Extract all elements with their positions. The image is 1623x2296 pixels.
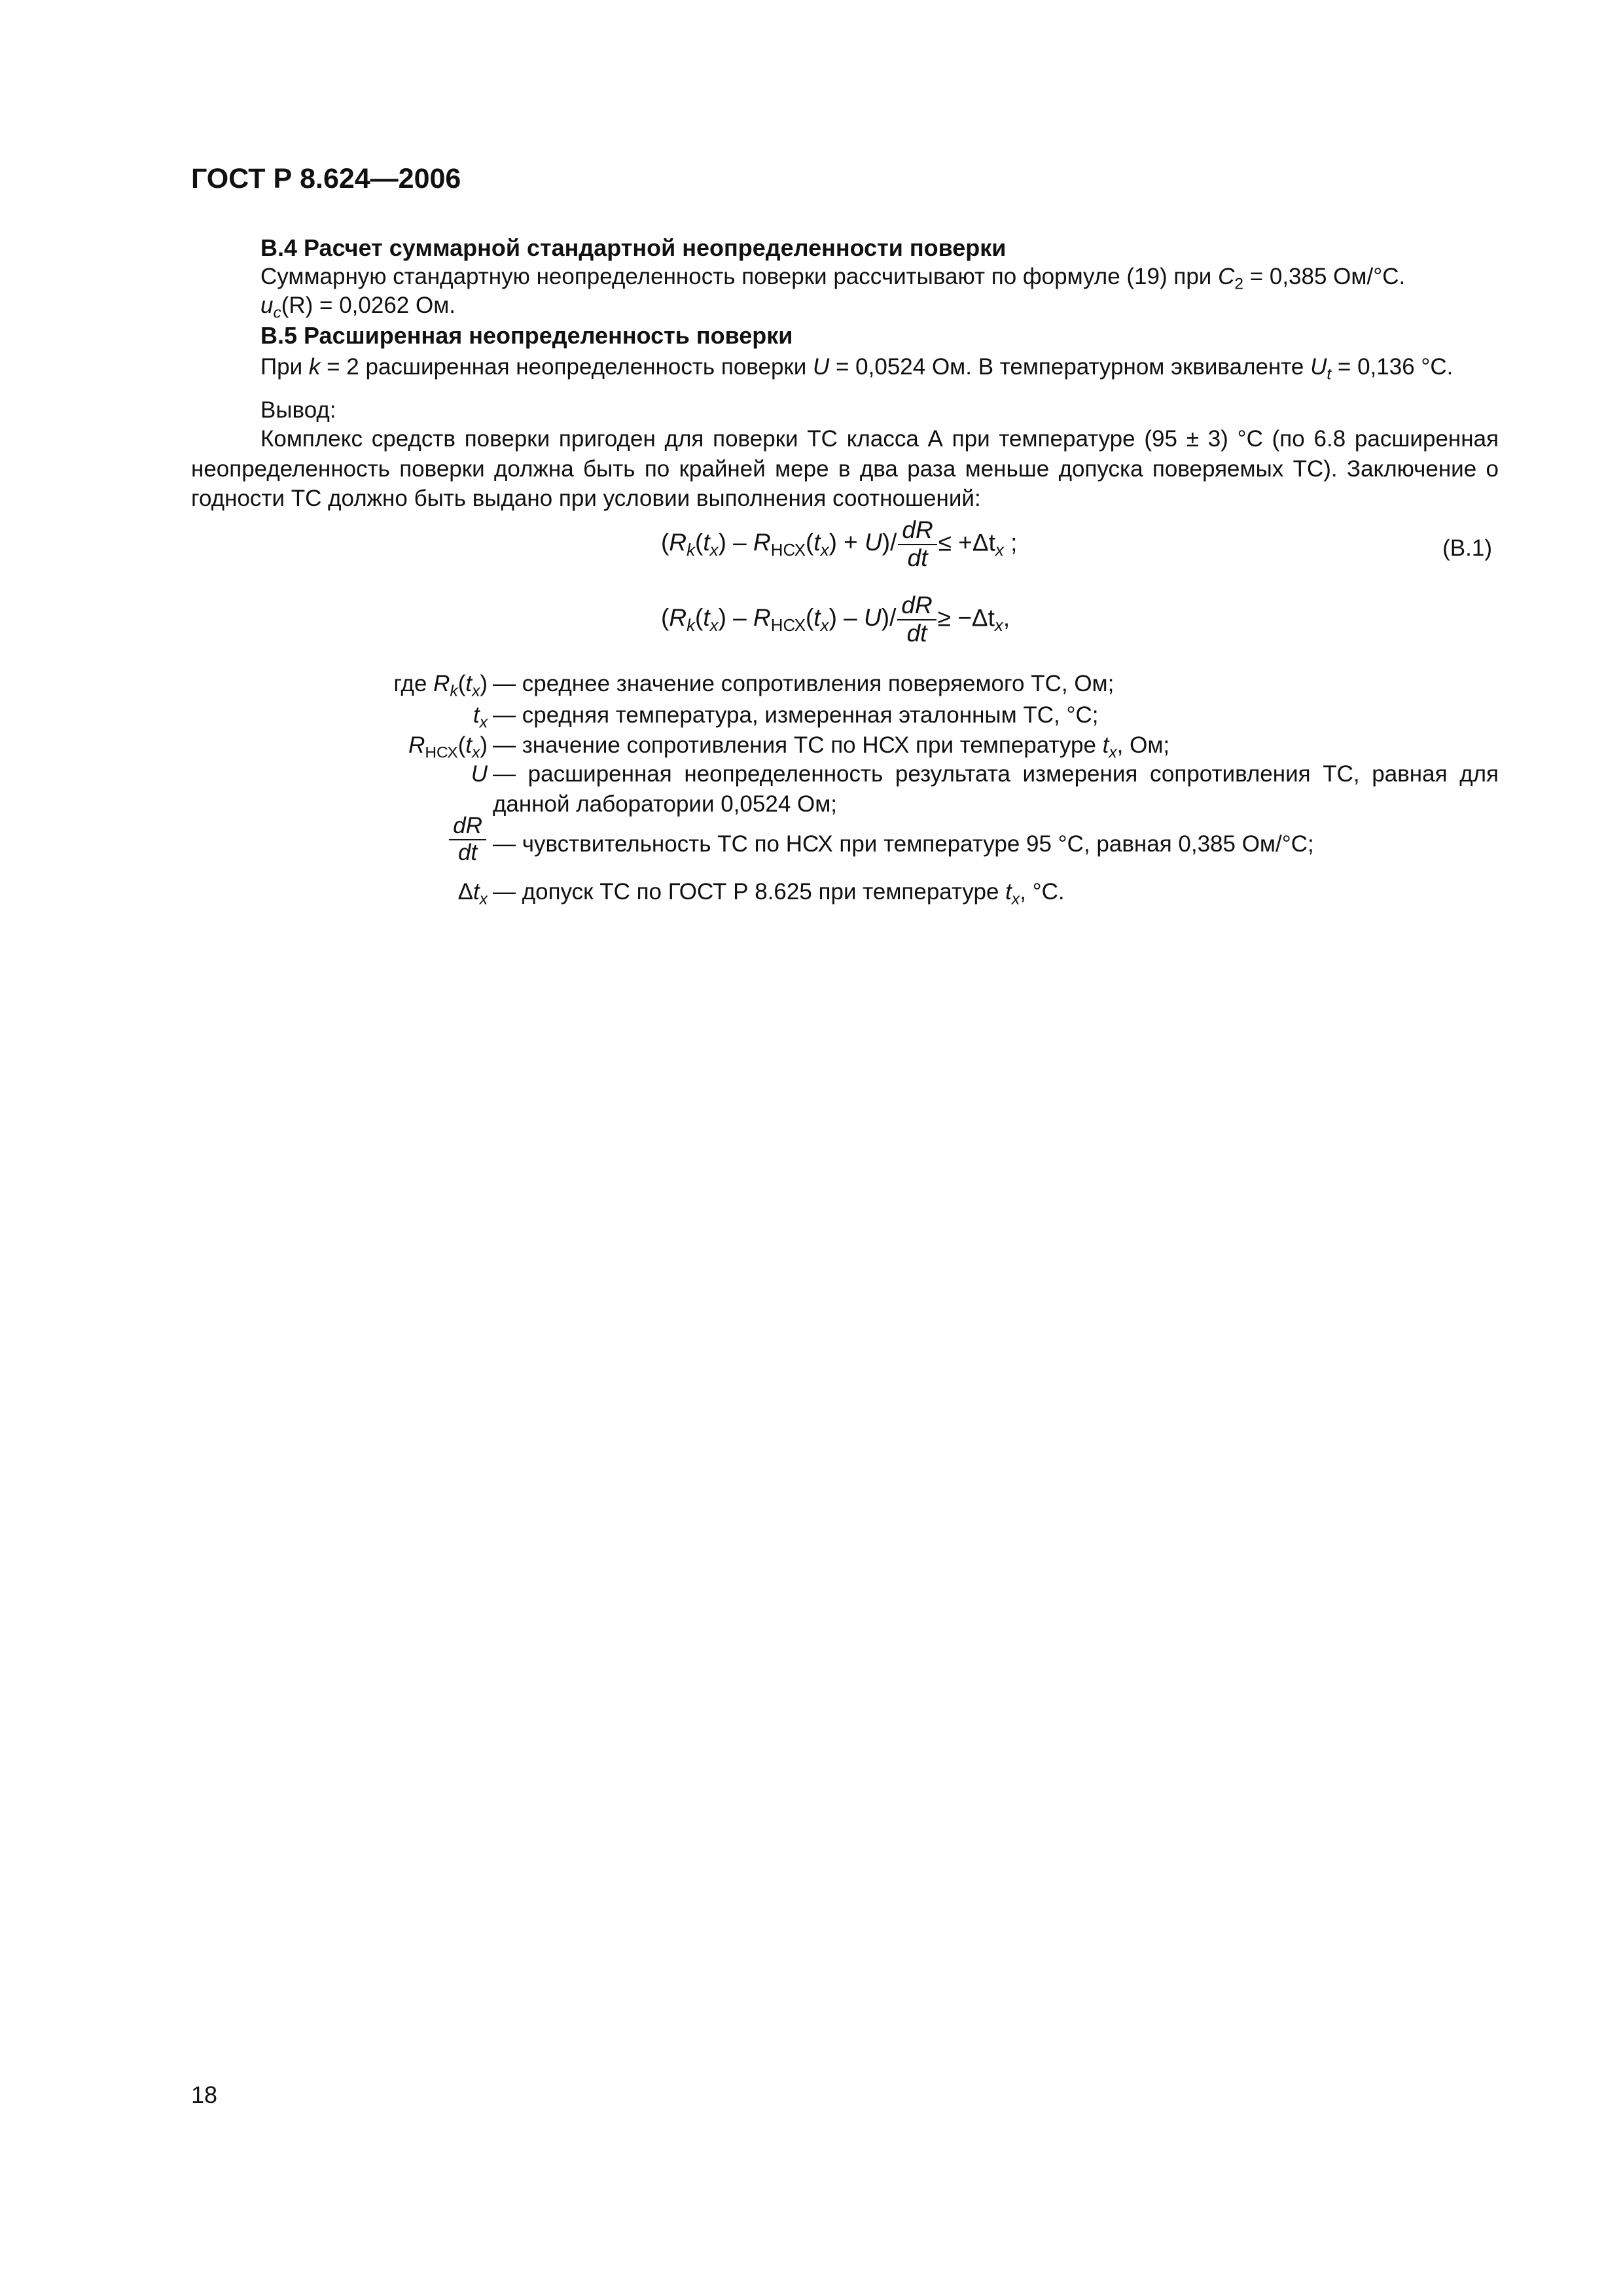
fraction-dr-dt: $\frac{dR}{dt}$	[449, 814, 486, 865]
legend-symbol: $R_{НСХ}(t_x)$	[408, 732, 488, 762]
document-header: ГОСТ Р 8.624—2006	[191, 163, 461, 194]
section-b5-line: При k = 2 расширенная неопределенность поверки U = 0,0524 Ом. В температурном эквиваленте $U_t = 0,136$ °С.	[260, 354, 1454, 384]
legend-symbol: где $R_k(t_x)$	[393, 671, 488, 700]
conclusion-label: Вывод:	[260, 397, 336, 423]
legend-symbol: $t_x$	[473, 702, 488, 732]
conclusion-text: Комплекс средств поверки пригоден для поверки ТС класса А при температуре (95 ± 3) °С (по 6.8 расширенная неопределенность поверки должна быть по крайней мере в два раза меньше допуска поверяемых ТС). Заключение о годности ТС должно быть выдано при условии выполнения соотношений:	[191, 426, 1499, 511]
legend-symbol: $\Delta t_x$	[457, 879, 488, 908]
legend-item	[191, 700, 1499, 732]
section-b4-line2: $u_c(R) = 0,0262$ Ом.	[260, 293, 455, 322]
legend-symbol: U	[471, 761, 488, 787]
legend-definition: — расширенная неопределенность результата измерения сопротивления ТС, равная для данной лаборатории 0,0524 Ом;	[493, 761, 1499, 817]
section-b4-line1: Суммарную стандартную неопределенность поверки рассчитывают по формуле (19) при $C_2 = 0,385$ Ом/°С.	[260, 264, 1406, 293]
fraction-dr-dt: $\frac{dR}{dt}$	[897, 592, 936, 647]
legend-item	[191, 730, 1499, 762]
equation-number: (В.1)	[1442, 535, 1492, 561]
legend-item	[191, 814, 1499, 872]
fraction-dr-dt: $\frac{dR}{dt}$	[898, 517, 936, 571]
legend-definition: — чувствительность ТС по НСХ при температуре 95 °С, равная 0,385 Ом/°С;	[493, 831, 1314, 857]
formula-line-2: $(R_k(t_x) - R_{НСХ}(t_x) - U)/$ $\frac{dR}{dt}$ ≥ $-\Delta t_x$,	[661, 592, 1010, 647]
section-b5-title: В.5 Расширенная неопределенность поверки	[260, 322, 793, 349]
legend-item	[191, 669, 1499, 698]
legend-symbol	[448, 814, 488, 865]
legend-item	[191, 759, 1499, 817]
formula-line-1: $(R_k(t_x) - R_{НСХ}(t_x) + U)/$ $\frac{dR}{dt}$ ≤ $+\Delta t_x$ ;	[661, 516, 1018, 571]
legend-definition: — средняя температура, измеренная эталонным ТС, °С;	[493, 702, 1099, 728]
legend-definition: — допуск ТС по ГОСТ Р 8.625 при температуре $t_x$, °С.	[493, 879, 1065, 908]
section-b4-title: В.4 Расчет суммарной стандартной неопределенности поверки	[260, 234, 1007, 261]
legend-definition: — среднее значение сопротивления поверяемого ТС, Ом;	[493, 671, 1115, 696]
legend-item	[191, 877, 1499, 906]
page-number: 18	[191, 2081, 218, 2108]
legend-definition: — значение сопротивления ТС по НСХ при температуре $t_x$, Ом;	[493, 732, 1170, 762]
